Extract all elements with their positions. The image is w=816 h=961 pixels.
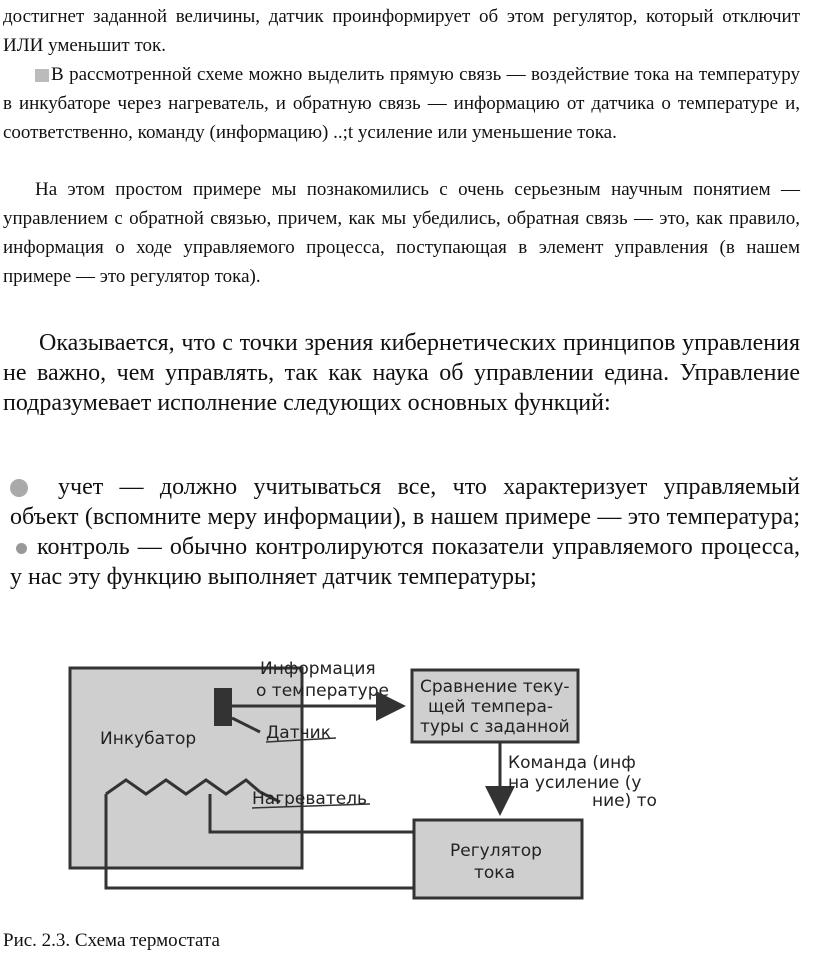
bullet-icon: [10, 479, 28, 497]
command-label-line1: Команда (инф: [508, 753, 636, 773]
incubator-label: Инкубатор: [100, 729, 197, 749]
heater-label: Нагреватель: [252, 789, 368, 809]
paragraph-cybernetics: Оказывается, что с точки зрения кибернетических принципов управления не важно, чем управлять, так как наука об управлении едина. Управление подразумевает исполнение следующих основных функций:: [3, 330, 800, 416]
regulator-label-line2: тока: [474, 863, 515, 883]
thermostat-diagram: [60, 626, 657, 926]
bullet-icon: [16, 543, 27, 554]
paragraph-functions-list: [10, 472, 800, 592]
info-label-line1: Информация: [260, 659, 376, 679]
list-item-accounting: учет — должно учитываться все, что характеризует управляемый объект (вспомните меру информации), в нашем примере — это температура;: [10, 474, 800, 530]
comparator-label-line2: щей темпера-: [428, 697, 554, 717]
figure-caption: Рис. 2.3. Схема термостата: [3, 930, 220, 951]
margin-mark-icon: [35, 69, 49, 82]
regulator-label-line1: Регулятор: [450, 841, 542, 861]
list-item-control: контроль — обычно контролируются показатели управляемого процесса, у нас эту функцию выполняет датчик температуры;: [10, 534, 800, 590]
sensor-icon: [214, 688, 232, 726]
command-label-line3: ние) то: [592, 791, 657, 811]
command-label-line2: на усиление (у: [508, 773, 642, 793]
paragraph-continuation: достигнет заданной величины, датчик проинформирует об этом регулятор, который отключит ИЛИ уменьшит ток.: [3, 6, 800, 56]
comparator-label-line3: туры с заданной: [420, 717, 570, 737]
paragraph-direct-feedback: В рассмотренной схеме можно выделить прямую связь — воздействие тока на температуру в инкубаторе через нагреватель, и обратную связь — информацию от датчика о температуре и, соответственно, команду (информацию) ..;t усиление или уменьшение тока.: [3, 64, 800, 143]
info-label-line2: о температуре: [256, 681, 389, 701]
comparator-label-line1: Сравнение теку-: [420, 677, 570, 697]
sensor-label: Датчик: [266, 723, 331, 743]
paragraph-feedback-concept: На этом простом примере мы познакомились с очень серьезным научным понятием — управлением с обратной связью, причем, как мы убедились, обратная связь — это, как правило, информация о ходе управляемого процесса, поступающая в элемент управления (в нашем примере — это регулятор тока).: [3, 179, 800, 287]
